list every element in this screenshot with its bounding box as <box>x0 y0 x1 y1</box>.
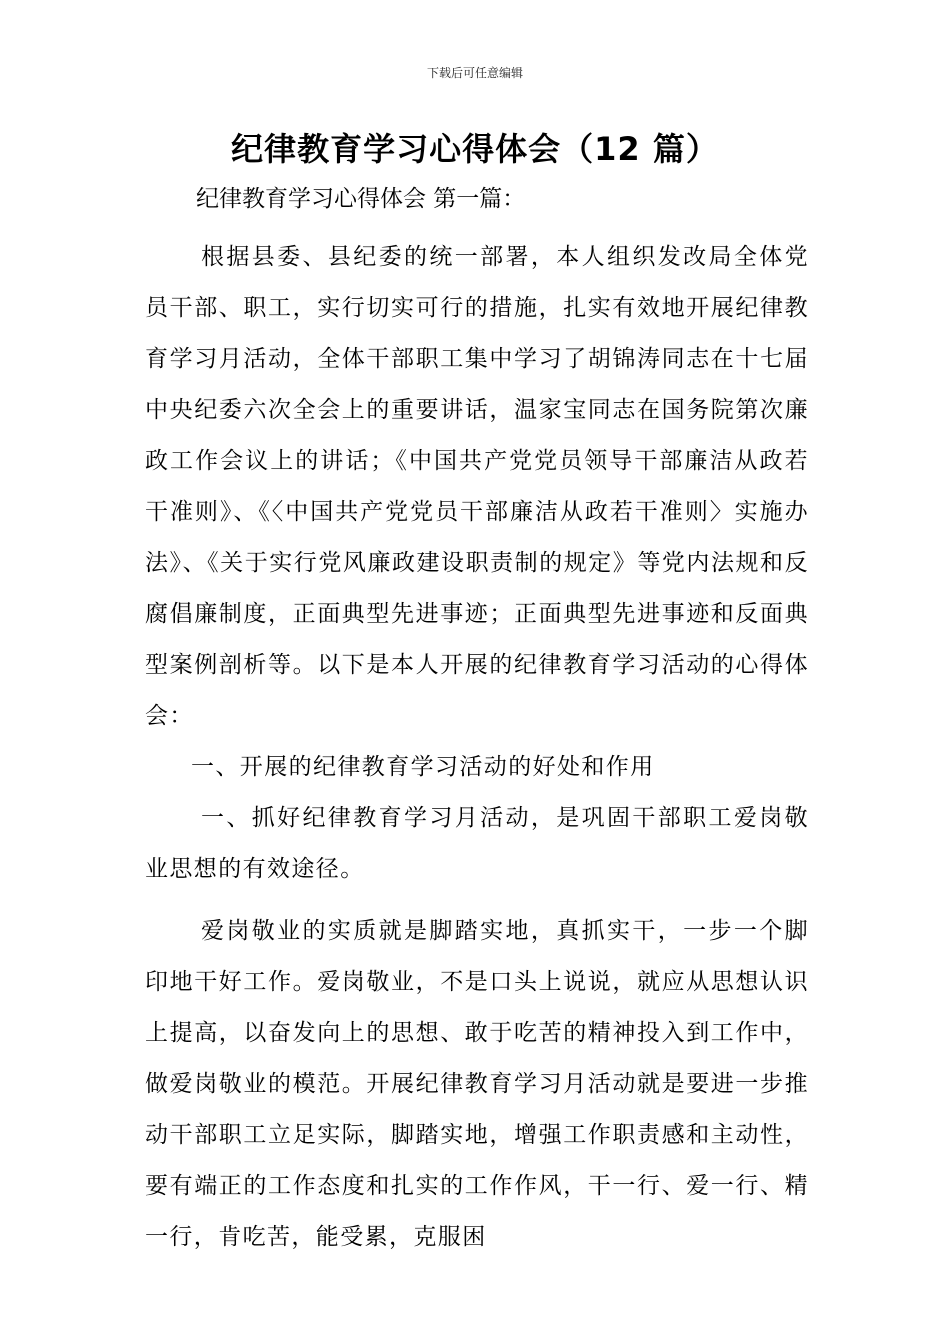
document-title: 纪律教育学习心得体会（12 篇） <box>231 130 719 168</box>
section-heading: 一、开展的纪律教育学习活动的好处和作用 <box>191 754 655 780</box>
paragraph-intro: 根据县委、县纪委的统一部署，本人组织发改局全体党员干部、职工，实行切实可行的措施，扎实有效地开展纪律教育学习月活动，全体干部职工集中学习了胡锦涛同志在十七届中央纪委六次全会上的重要讲话，温家宝同志在国务院第次廉政工作会议上的讲话；《中国共产党党员领导干部廉洁从政若干准则》、《〈中国共产党党员干部廉洁从政若干准则〉实施办法》、《关于实行党风廉政建设职责制的规定》等党内法规和反腐倡廉制度，正面典型先进事迹；正面典型先进事迹和反面典型案例剖析等。以下是本人开展的纪律教育学习活动的心得体会： <box>145 244 809 729</box>
document-subtitle: 纪律教育学习心得体会 第一篇： <box>196 186 526 212</box>
document-body <box>145 232 809 1263</box>
subsection-heading: 一、抓好纪律教育学习月活动，是巩固干部职工爱岗敬业思想的有效途径。 <box>145 805 809 882</box>
paragraph-body: 爱岗敬业的实质就是脚踏实地，真抓实干，一步一个脚印地干好工作。爱岗敬业，不是口头上说说，就应从思想认识上提高，以奋发向上的思想、敢于吃苦的精神投入到工作中，做爱岗敬业的模范。开展纪律教育学习月活动就是要进一步推动干部职工立足实际，脚踏实地，增强工作职责感和主动性，要有端正的工作态度和扎实的工作作风，干一行、爱一行、精一行，肯吃苦，能受累，克服困 <box>145 918 809 1250</box>
page-header-note: 下载后可任意编辑 <box>426 66 523 80</box>
